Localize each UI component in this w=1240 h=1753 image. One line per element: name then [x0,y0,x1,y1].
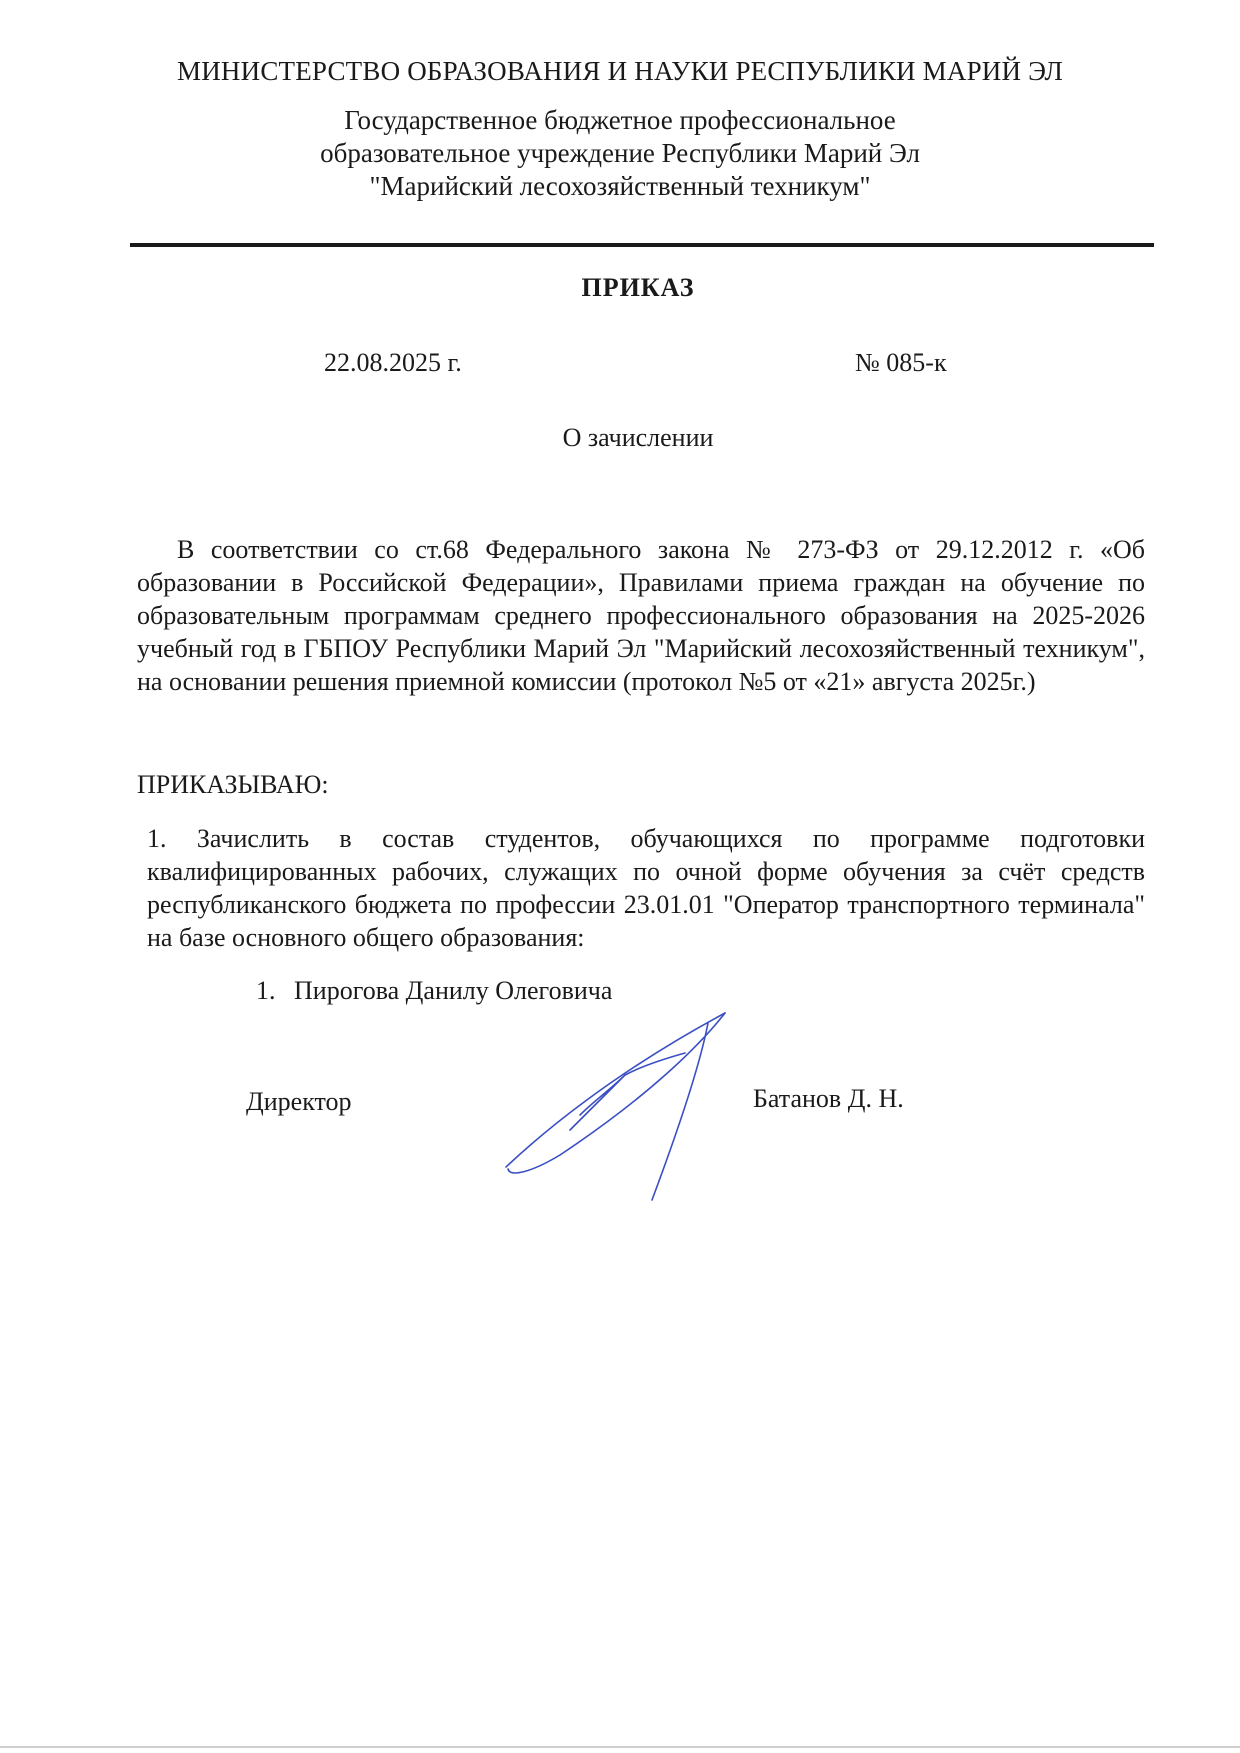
institution-line: "Марийский лесохозяйственный техникум" [369,171,871,201]
document-title: ПРИКАЗ [581,273,695,302]
document-date: 22.08.2025 г. [324,348,462,377]
order-directive: ПРИКАЗЫВАЮ: [137,770,329,799]
document-number: № 085-к [855,348,947,377]
handwritten-signature [500,1005,740,1205]
institution-line: образовательное учреждение Республики Марий Эл [320,138,920,168]
institution-name [0,104,1240,203]
student-name: Пирогова Данилу Олеговича [294,976,613,1005]
preamble-paragraph: В соответствии со ст.68 Федерального закона № 273-ФЗ от 29.12.2012 г. «Об образовании в Российской Федерации», Правилами приема граждан на обучение по образовательным программам среднего профессионального образования на 2025-2026 учебный год в ГБПОУ Республики Марий Эл "Марийский лесохозяйственный техникум", на основании решения приемной комиссии (протокол №5 от «21» августа 2025г.) [137,535,1145,696]
header-divider [130,243,1154,247]
student-list-item [256,976,612,1006]
ministry-name: МИНИСТЕРСТВО ОБРАЗОВАНИЯ И НАУКИ РЕСПУБЛИКИ МАРИЙ ЭЛ [177,56,1063,86]
signer-title: Директор [246,1087,352,1116]
institution-line: Государственное бюджетное профессиональное [344,105,896,135]
signer-name: Батанов Д. Н. [753,1084,904,1113]
page-bottom-edge [0,1746,1240,1748]
student-number: 1. [256,976,276,1005]
document-subject: О зачислении [562,423,714,452]
order-item-1: 1. Зачислить в состав студентов, обучающихся по программе подготовки квалифицированных рабочих, служащих по очной форме обучения за счёт средств республиканского бюджета по профессии 23.01.01 "Оператор транспортного терминала" на базе основного общего образования: [147,824,1145,952]
